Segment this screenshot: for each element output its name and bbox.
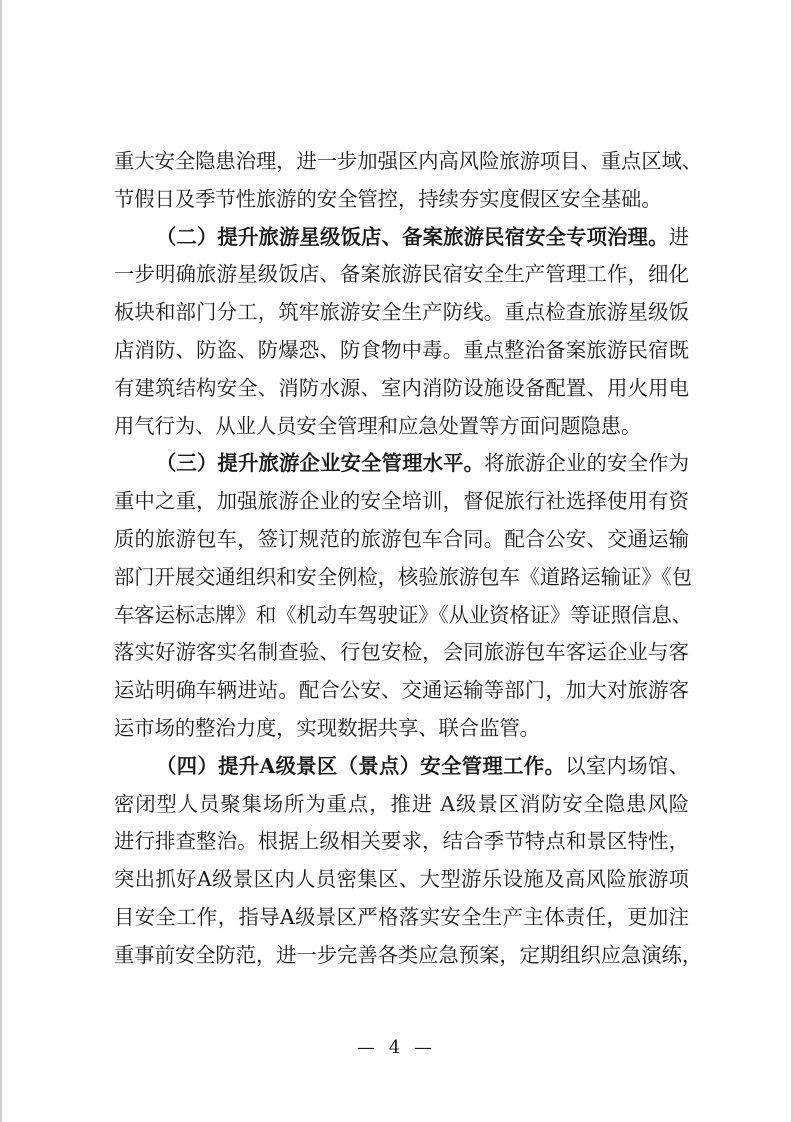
body-line: 落实好游客实名制查验、行包安检，会同旅游包车客运企业与客: [114, 640, 689, 665]
section-heading-4: （四）提升A级景区（景点）安全管理工作。: [156, 753, 566, 778]
body-line: 有建筑结构安全、消防水源、室内消防设施设备配置、用火用电: [114, 375, 689, 400]
body-line: 用气行为、从业人员安全管理和应急处置等方面问题隐患。: [114, 413, 642, 438]
body-line: 重中之重，加强旅游企业的安全培训，督促旅行社选择使用有资: [114, 489, 689, 514]
section-heading-line: [114, 445, 689, 483]
body-line: 一步明确旅游星级饭店、备案旅游民宿安全生产管理工作，细化: [114, 262, 689, 287]
document-body: [114, 143, 703, 975]
body-line: 运市场的整治力度，实现数据共享、联合监管。: [114, 715, 540, 740]
section-heading-line: [114, 748, 689, 786]
body-line: 密闭型人员聚集场所为重点，推进 A级景区消防安全隐患风险: [114, 791, 689, 816]
body-text: 进: [668, 224, 689, 249]
page-left-edge: [0, 0, 2, 1122]
body-line: 店消防、防盗、防爆恐、防食物中毒。重点整治备案旅游民宿既: [114, 337, 689, 362]
body-line: 运站明确车辆进站。配合公安、交通运输等部门，加大对旅游客: [114, 678, 689, 703]
section-heading-2: （二）提升旅游星级饭店、备案旅游民宿安全专项治理。: [156, 224, 669, 249]
body-line: 重大安全隐患治理，进一步加强区内高风险旅游项目、重点区域、: [114, 149, 703, 173]
body-line: 板块和部门分工，筑牢旅游安全生产防线。重点检查旅游星级饭: [114, 300, 689, 325]
body-line: 节假日及季节性旅游的安全管控，持续夯实度假区安全基础。: [114, 186, 662, 211]
body-line: 重事前安全防范，进一步完善各类应急预案，定期组织应急演练，: [114, 942, 703, 967]
body-line: 车客运标志牌》和《机动车驾驶证》《从业资格证》等证照信息、: [114, 602, 693, 627]
section-heading-line: [114, 219, 689, 257]
page-number: — 4 —: [357, 1037, 436, 1058]
body-line: 目安全工作，指导A级景区严格落实安全生产主体责任，更加注: [114, 904, 689, 929]
body-line: 突出抓好A级景区内人员密集区、大型游乐设施及高风险旅游项: [114, 867, 689, 892]
body-line: 质的旅游包车，签订规范的旅游包车合同。配合公安、交通运输: [114, 526, 689, 551]
body-line: 部门开展交通组织和安全例检，核验旅游包车《道路运输证》《包: [114, 564, 693, 589]
body-text: 以室内场馆、: [565, 753, 689, 778]
body-text: 将旅游企业的安全作为: [484, 451, 689, 476]
body-line: 进行排查整治。根据上级相关要求，结合季节特点和景区特性，: [114, 829, 689, 854]
section-heading-3: （三）提升旅游企业安全管理水平。: [156, 451, 485, 476]
